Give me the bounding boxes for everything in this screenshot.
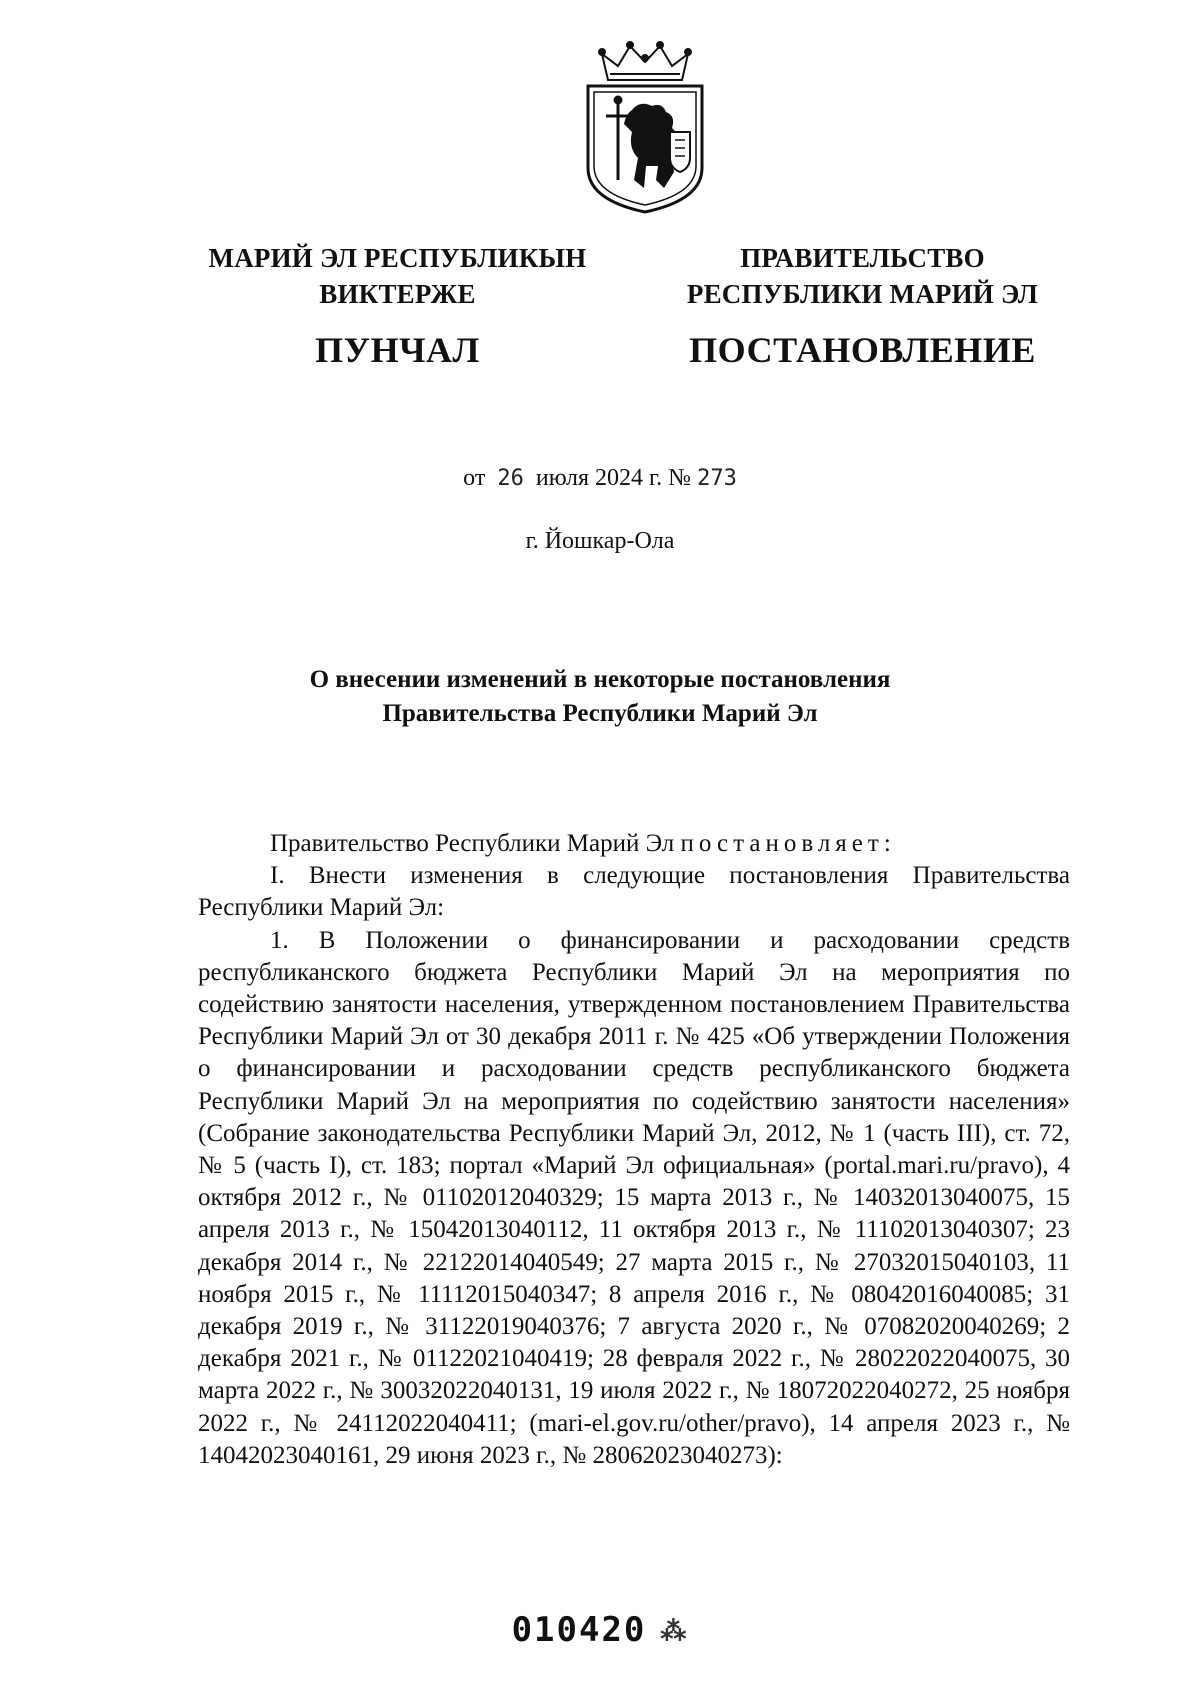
header-left-line1: МАРИЙ ЭЛ РЕСПУБЛИКЫН xyxy=(208,243,587,273)
header-right-line2: РЕСПУБЛИКИ МАРИЙ ЭЛ xyxy=(686,279,1039,309)
item-1-paragraph: 1. В Положении о финансировании и расходовании средств республиканского бюджета Республики Марий Эл на мероприятия по содействию занятости населения, утвержденном постановлением Правительства Республики Марий Эл от 30 декабря 2011 г. № 425 «Об утверждении Положения о финансировании и расходовании средств республиканского бюджета Республики Марий Эл на мероприятия по содействию занятости населения» (Собрание законодательства Республики Марий Эл, 2012, № 1 (часть III), ст. 72, № 5 (часть I), ст. 183; портал «Марий Эл официальная» (portal.mari.ru/pravo), 4 октября 2012 г., № 01102012040329; 15 марта 2013 г., № 14032013040075, 15 апреля 2013 г., № 15042013040112, 11 октября 2013 г., № 11102013040307; 23 декабря 2014 г., № 22122014040549; 27 марта 2015 г., № 27032015040103, 11 ноября 2015 г., № 11112015040347; 8 апреля 2016 г., № 08042016040085; 31 декабря 2019 г., № 31122019040376; 7 августа 2020 г., № 07082020040269; 2 декабря 2021 г., № 01122021040419; 28 февраля 2022 г., № 28022022040075, 30 марта 2022 г., № 30032022040131, 19 июля 2022 г., № 18072022040272, 25 ноября 2022 г., № 24112022040411; (mari-el.gov.ru/other/pravo), 14 апреля 2023 г., № 14042023040161, 29 июня 2023 г., № 28062023040273): xyxy=(198,926,1070,1469)
header-mari xyxy=(170,240,625,372)
serial-number: 010420 xyxy=(511,1610,647,1650)
date-day: 26 xyxy=(497,466,524,491)
document-number: 273 xyxy=(697,466,737,491)
date-month-year: июля 2024 г. № xyxy=(535,465,692,491)
serial-mark-icon: ⁂ xyxy=(660,1616,689,1647)
title-line1: О внесении изменений в некоторые постановления xyxy=(309,666,891,693)
intro-verb: постановляет: xyxy=(680,830,896,857)
document-title xyxy=(0,663,1200,731)
header-right-doc-type: ПОСТАНОВЛЕНИЕ xyxy=(689,330,1036,370)
coat-of-arms-icon xyxy=(580,40,710,215)
city: г. Йошкар-Ола xyxy=(525,528,675,554)
header-right-line1: ПРАВИТЕЛЬСТВО xyxy=(740,243,985,273)
item-I-paragraph: I. Внести изменения в следующие постановления Правительства Республики Марий Эл: xyxy=(198,862,1070,922)
document-date xyxy=(0,465,1200,492)
intro-text: Правительство Республики Марий Эл xyxy=(270,830,681,857)
document-body xyxy=(198,828,1070,1472)
header-left-doc-type: ПУНЧАЛ xyxy=(315,330,480,370)
title-line2: Правительства Республики Марий Эл xyxy=(382,700,818,727)
form-serial-number xyxy=(0,1610,1200,1650)
date-prefix: от xyxy=(463,465,486,491)
header-russian xyxy=(665,240,1060,372)
intro-paragraph xyxy=(198,828,1070,860)
header-left-line2: ВИКТЕРЖЕ xyxy=(319,279,476,309)
